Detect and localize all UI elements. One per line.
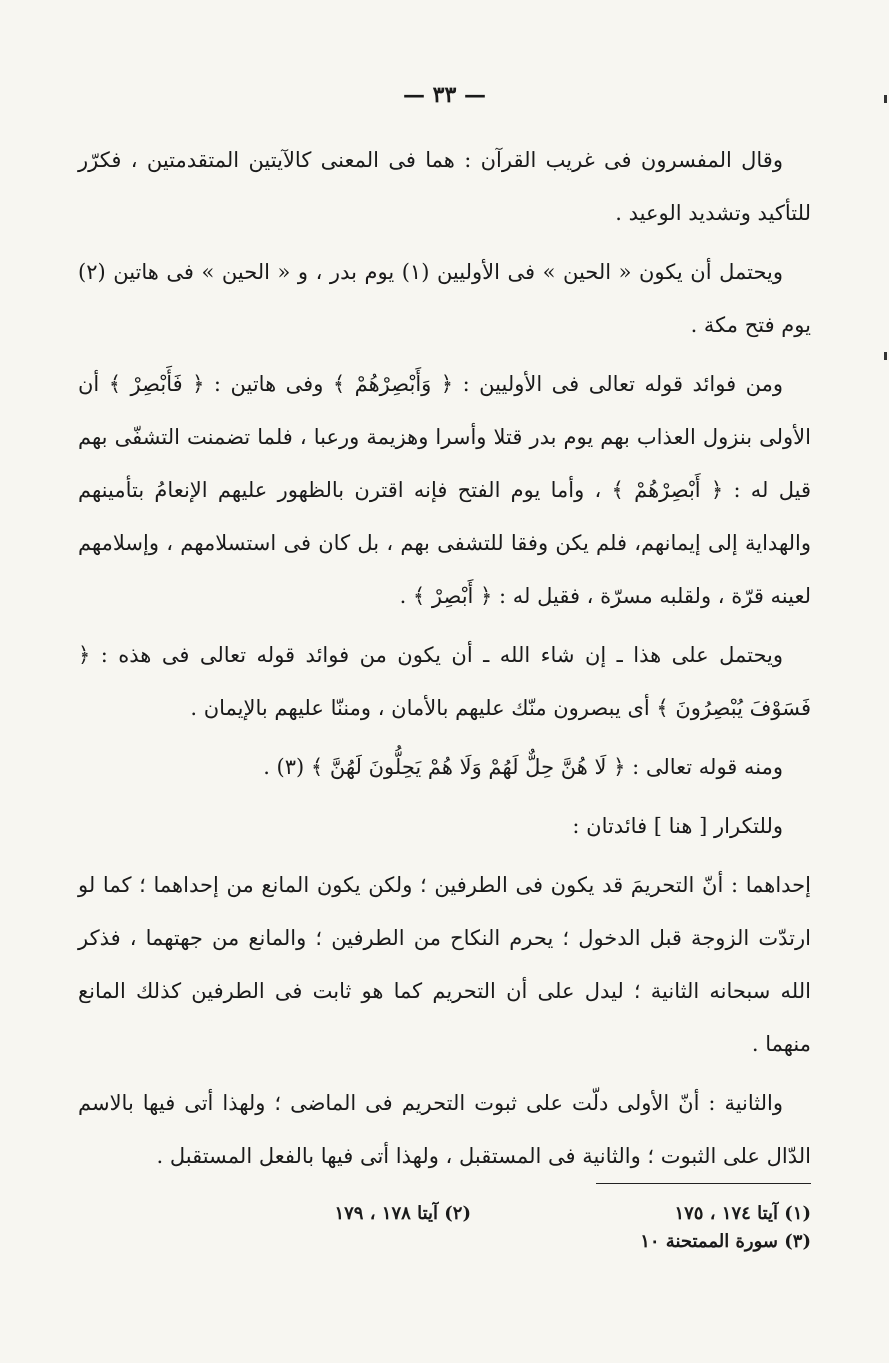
paragraph-8: والثانية : أنّ الأولى دلّت على ثبوت التحريم فى الماضى ؛ ولهذا أتى فيها بالاسم الدّال على الثبوت ؛ والثانية فى المستقبل ، ولهذا أتى فيها بالفعل المستقبل .	[78, 1091, 811, 1168]
paragraph-7: إحداهما : أنّ التحريمَ قد يكون فى الطرفين ؛ ولكن يكون المانع من إحداهما ؛ كما لو ارتدّت الزوجة قبل الدخول ؛ يحرم النكاح من الطرفين ؛ والمانع من جهتهما ، فذكر الله سبحانه الثانية ؛ ليدل على أن التحريم كما هو ثابت فى الطرفين كذلك المانع منهما .	[78, 873, 811, 1056]
footnote-row	[78, 1228, 811, 1256]
paragraph-5: ومنه قوله تعالى : ﴿ لَا هُنَّ حِلٌّ لَهُمْ وَلَا هُمْ يَحِلُّونَ لَهُنَّ ﴾ (٣) .	[263, 755, 783, 779]
paragraph-3: ومن فوائد قوله تعالى فى الأوليين : ﴿ وَأَبْصِرْهُمْ ﴾ وفى هاتين : ﴿ فَأَبْصِرْ ﴾ أن الأولى بنزول العذاب بهم يوم بدر قتلا وأسرا وهزيمة ورعبا ، فلما تضمنت التشفّى بهم قيل له : ﴿ أَبْصِرْهُمْ ﴾ ، وأما يوم الفتح فإنه اقترن بالظهور عليهم الإنعامُ بتأمينهم والهداية إلى إيمانهم، فلم يكن وفقا للتشفى بهم ، بل كان فى استسلامهم ، وإسلامهم لعينه قرّة ، ولقلبه مسرّة ، فقيل له : ﴿ أَبْصِرْ ﴾ .	[78, 372, 811, 608]
footnote-3: (٣) سورة الممتحنة ١٠	[640, 1231, 811, 1252]
paragraph-1: وقال المفسرون فى غريب القرآن : هما فى المعنى كالآيتين المتقدمتين ، فكرّر للتأكيد وتشديد الوعيد .	[78, 148, 811, 225]
footnote-row	[78, 1200, 811, 1228]
main-text	[78, 134, 811, 1183]
footnote-1: (١) آيتا ١٧٤ ، ١٧٥	[674, 1203, 811, 1224]
paragraph-6: وللتكرار [ هنا ] فائدتان :	[572, 814, 783, 838]
page-number: — ٣٣ —	[403, 82, 486, 108]
paragraph-4: ويحتمل على هذا ـ إن شاء الله ـ أن يكون من فوائد قوله تعالى فى هذه : ﴿ فَسَوْفَ يُبْصِرُونَ ﴾ أى يبصرون منّك عليهم بالأمان ، ومننّا عليهم بالإيمان .	[78, 643, 811, 720]
paragraph-2: ويحتمل أن يكون « الحين » فى الأوليين (١) يوم بدر ، و « الحين » فى هاتين (٢) يوم فتح مكة .	[78, 260, 811, 337]
scan-edge-mark	[884, 352, 887, 360]
scan-edge-mark	[884, 95, 887, 103]
footnote-2: (٢) آيتا ١٧٨ ، ١٧٩	[334, 1203, 471, 1224]
footnotes	[78, 1200, 811, 1256]
footnote-divider	[596, 1183, 811, 1184]
